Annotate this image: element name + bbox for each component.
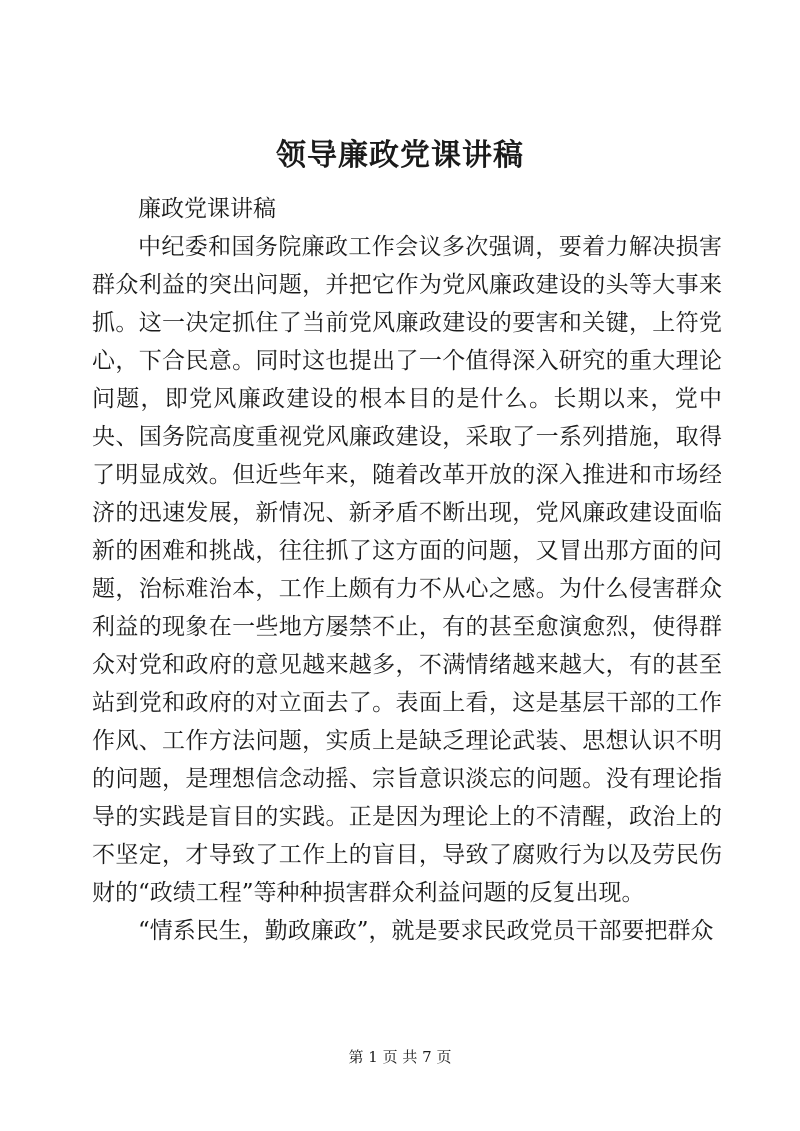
document-title: 领导廉政党课讲稿 (276, 138, 524, 173)
page-footer: 第 1 页 共 7 页 (348, 1048, 452, 1066)
paragraph-subtitle: 廉政党课讲稿 (138, 196, 276, 222)
document-body (92, 190, 722, 950)
paragraph-continued: “情系民生，勤政廉政”，就是要求民政党员干部要把群众 (138, 918, 714, 944)
paragraph-main: 中纪委和国务院廉政工作会议多次强调，要着力解决损害群众利益的突出问题，并把它作为党风廉政建设的头等大事来抓。这一决定抓住了当前党风廉政建设的要害和关键，上符党心，下合民意。同时这也提出了一个值得深入研究的重大理论问题，即党风廉政建设的根本目的是什么。长期以来，党中央、国务院高度重视党风廉政建设，采取了一系列措施，取得了明显成效。但近些年来，随着改革开放的深入推进和市场经济的迅速发展，新情况、新矛盾不断出现，党风廉政建设面临新的困难和挑战，往往抓了这方面的问题，又冒出那方面的问题，治标难治本，工作上颇有力不从心之感。为什么侵害群众利益的现象在一些地方屡禁不止，有的甚至愈演愈烈，使得群众对党和政府的意见越来越多，不满情绪越来越大，有的甚至站到党和政府的对立面去了。表面上看，这是基层干部的工作作风、工作方法问题，实质上是缺乏理论武装、思想认识不明的问题，是理想信念动摇、宗旨意识淡忘的问题。没有理论指导的实践是盲目的实践。正是因为理论上的不清醒，政治上的不坚定，才导致了工作上的盲目，导致了腐败行为以及劳民伤财的“政绩工程”等种种损害群众利益问题的反复出现。 (92, 234, 722, 906)
